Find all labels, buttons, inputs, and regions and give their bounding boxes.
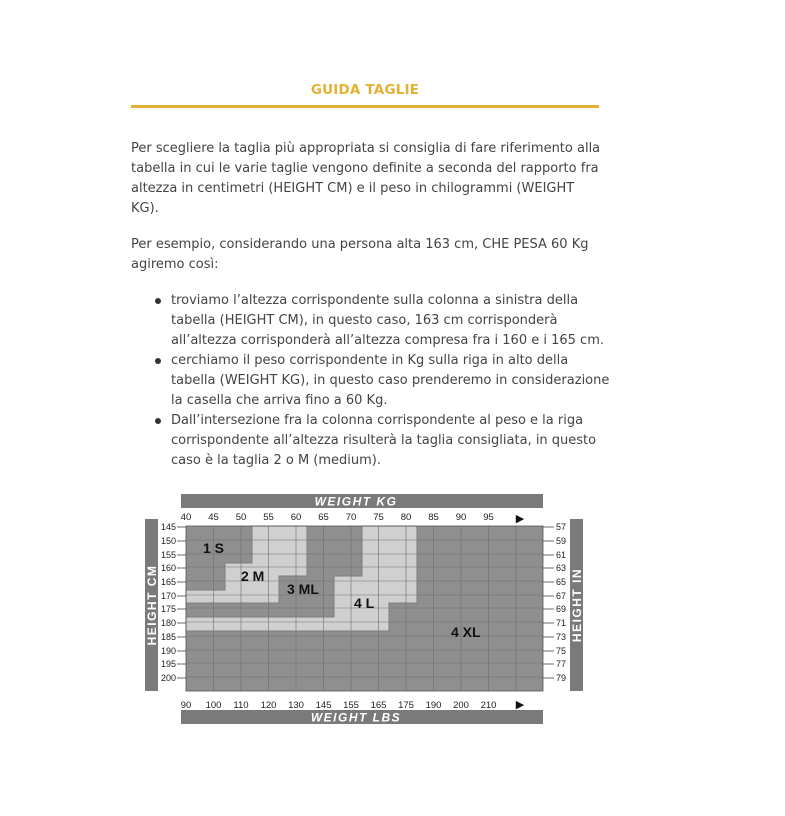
cm-tick: 175	[160, 604, 176, 614]
height-cm-label: HEIGHT CM	[145, 564, 159, 646]
lbs-tick: 190	[425, 700, 442, 711]
lbs-tick: 145	[315, 700, 332, 711]
cm-tick: 180	[160, 618, 176, 628]
kg-tick: 60	[290, 512, 302, 523]
height-in-label: HEIGHT IN	[570, 567, 584, 643]
in-tick: 57	[556, 522, 567, 532]
in-tick: 71	[556, 618, 567, 628]
cm-tick: 185	[160, 632, 176, 642]
cm-tick: 150	[160, 536, 176, 546]
lbs-tick: 200	[453, 700, 469, 711]
cm-tick: 190	[160, 646, 176, 656]
lbs-arrow-icon: ▶	[515, 699, 525, 711]
lbs-tick: 165	[370, 700, 387, 711]
list-item-text: troviamo l’altezza corrispondente sulla colonna a sinistra della tabella (HEIGHT CM), in questo caso, 163 cm corrisponderà all’altezza corrisponderà all’altezza compresa fra i 160 e i 165 cm.	[171, 293, 604, 348]
size-label-4l: 4 L	[354, 595, 375, 611]
cm-ticks	[161, 522, 176, 683]
intro-paragraph: Per scegliere la taglia più appropriata si consiglia di fare riferimento alla tabella in cui le varie taglie vengono definite a seconda del rapporto fra altezza in centimetri (HEIGHT CM) e il peso in chilogrammi (WEIGHT KG).	[131, 141, 601, 216]
cm-tick-marks	[177, 527, 186, 678]
example-paragraph: Per esempio, considerando una persona alta 163 cm, CHE PESA 60 Kg agiremo così:	[131, 237, 589, 272]
in-tick: 77	[556, 659, 567, 669]
size-label-4xl: 4 XL	[451, 624, 481, 640]
weight-lbs-label: WEIGHT LBS	[310, 710, 402, 725]
in-tick: 59	[556, 536, 567, 546]
in-tick: 67	[556, 591, 567, 601]
lbs-tick: 155	[343, 700, 359, 711]
in-tick: 75	[556, 646, 567, 656]
lbs-tick: 110	[233, 700, 249, 711]
kg-tick: 95	[483, 512, 494, 523]
lbs-tick: 130	[288, 700, 304, 711]
lbs-tick: 210	[480, 700, 497, 711]
cm-tick: 195	[160, 659, 176, 669]
lbs-tick: 120	[260, 700, 277, 711]
kg-ticks	[181, 512, 494, 523]
kg-tick: 40	[180, 512, 192, 523]
kg-tick: 90	[455, 512, 467, 523]
kg-tick: 75	[373, 512, 384, 523]
cm-tick: 160	[160, 563, 176, 573]
page-title: GUIDA TAGLIE	[310, 82, 420, 98]
cm-tick: 155	[160, 550, 176, 560]
kg-tick: 50	[235, 512, 247, 523]
list-item-text: cerchiamo il peso corrispondente in Kg sulla riga in alto della tabella (WEIGHT KG), in questo caso prenderemo in considerazione la casella che arriva fino a 60 Kg.	[171, 353, 610, 408]
in-tick-marks	[543, 527, 554, 678]
kg-tick: 85	[428, 512, 439, 523]
size-label-3ml: 3 ML	[287, 581, 319, 597]
size-label-1s: 1 S	[203, 540, 225, 556]
in-tick: 79	[556, 673, 567, 683]
cm-tick: 200	[160, 673, 176, 683]
in-tick: 65	[556, 577, 567, 587]
list-item-text: Dall’intersezione fra la colonna corrispondente al peso e la riga corrispondente all’altezza risulterà la taglia consigliata, in questo caso è la taglia 2 o M (medium).	[171, 413, 597, 468]
lbs-tick: 175	[398, 700, 414, 711]
lbs-ticks	[181, 700, 497, 711]
cm-tick: 165	[160, 577, 176, 587]
lbs-tick: 90	[180, 700, 192, 711]
kg-tick: 70	[345, 512, 357, 523]
in-tick: 69	[556, 604, 567, 614]
weight-kg-label: WEIGHT KG	[314, 494, 398, 509]
size-label-2m: 2 M	[241, 568, 265, 584]
kg-tick: 55	[263, 512, 274, 523]
cm-tick: 145	[160, 522, 176, 532]
in-tick: 61	[556, 550, 567, 560]
in-tick: 73	[556, 632, 567, 642]
kg-arrow-icon: ▶	[515, 513, 525, 525]
kg-tick: 65	[318, 512, 329, 523]
cm-tick: 170	[160, 591, 176, 601]
in-tick: 63	[556, 563, 567, 573]
in-ticks	[556, 522, 566, 683]
kg-tick: 45	[208, 512, 219, 523]
lbs-tick: 100	[205, 700, 222, 711]
kg-tick: 80	[400, 512, 412, 523]
